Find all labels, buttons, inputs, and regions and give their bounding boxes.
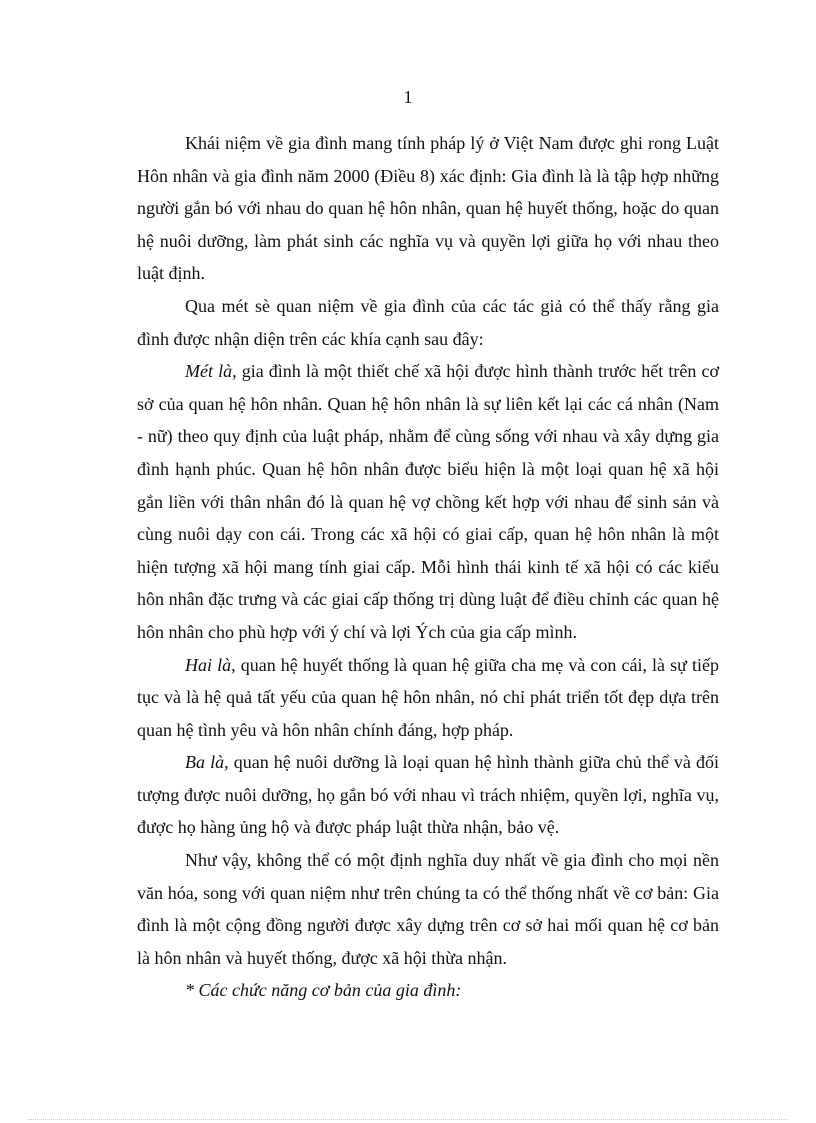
paragraph-lead: Hai là, xyxy=(185,654,236,675)
page-bottom-divider xyxy=(28,1119,788,1120)
paragraph-text: , gia đình là một thiết chế xã hội được hình thành trước hết trên cơ sở của quan hệ hôn nhân. Quan hệ hôn nhân là sự liên kết lại các cá nhân (Nam - nữ) theo quy định của luật pháp, nhằm để cùng sống với nhau và xây dựng gia đình hạnh phúc. Quan hệ hôn nhân được biểu hiện là một loại quan hệ xã hội gắn liền với thân nhân đó là quan hệ vợ chồng kết hợp với nhau để sinh sản và cùng nuôi dạy con cái. Trong các xã hội có giai cấp, quan hệ hôn nhân là một hiện tượng xã hội mang tính giai cấp. Mỗi hình thái kinh tế xã hội có các kiểu hôn nhân đặc trưng và các giai cấp thống trị dùng luật để điều chỉnh các quan hệ hôn nhân cho phù hợp với ý chí và lợi Ých của gia cấp mình. xyxy=(137,361,719,642)
page-number: 1 xyxy=(403,87,413,107)
body-text xyxy=(137,127,719,1007)
section-heading xyxy=(137,974,719,1007)
paragraph-lead: Ba là, xyxy=(185,752,229,773)
paragraph-6 xyxy=(137,844,719,974)
paragraph-2 xyxy=(137,290,719,355)
paragraph-text: quan hệ huyết thống là quan hệ giữa cha mẹ và con cái, là sự tiếp tục và là hệ quả tất yếu của quan hệ hôn nhân, nó chỉ phát triển tốt đẹp dựa trên quan hệ tình yêu và hôn nhân chính đáng, hợp pháp. xyxy=(137,654,719,740)
paragraph-text: Như vậy, không thể có một định nghĩa duy nhất về gia đình cho mọi nền văn hóa, song với quan niệm như trên chúng ta có thể thống nhất về cơ bản: Gia đình là một cộng đồng người được xây dựng trên cơ sở hai mối quan hệ cơ bản là hôn nhân và huyết thống, được xã hội thừa nhận. xyxy=(137,850,719,968)
paragraph-lead: Mét là xyxy=(185,361,233,382)
paragraph-4 xyxy=(137,649,719,747)
paragraph-5 xyxy=(137,746,719,844)
paragraph-text: quan hệ nuôi dưỡng là loại quan hệ hình thành giữa chủ thể và đối tượng được nuôi dưỡng, họ gắn bó với nhau vì trách nhiệm, quyền lợi, nghĩa vụ, được họ hàng ủng hộ và được pháp luật thừa nhận, bảo vệ. xyxy=(137,752,720,838)
paragraph-text: Qua mét sè quan niệm về gia đình của các tác giả có thể thấy rằng gia đình được nhận diện trên các khía cạnh sau đây: xyxy=(137,295,719,349)
paragraph-1 xyxy=(137,127,719,290)
paragraph-3 xyxy=(137,355,719,648)
paragraph-text: Khái niệm về gia đình mang tính pháp lý ở Việt Nam được ghi rong Luật Hôn nhân và gia đình năm 2000 (Điều 8) xác định: Gia đình là là tập hợp những người gắn bó với nhau do quan hệ hôn nhân, quan hệ huyết thống, hoặc do quan hệ nuôi dưỡng, làm phát sinh các nghĩa vụ và quyền lợi giữa họ với nhau theo luật định. xyxy=(137,133,719,284)
section-heading-text: * Các chức năng cơ bản của gia đình: xyxy=(185,980,462,1001)
